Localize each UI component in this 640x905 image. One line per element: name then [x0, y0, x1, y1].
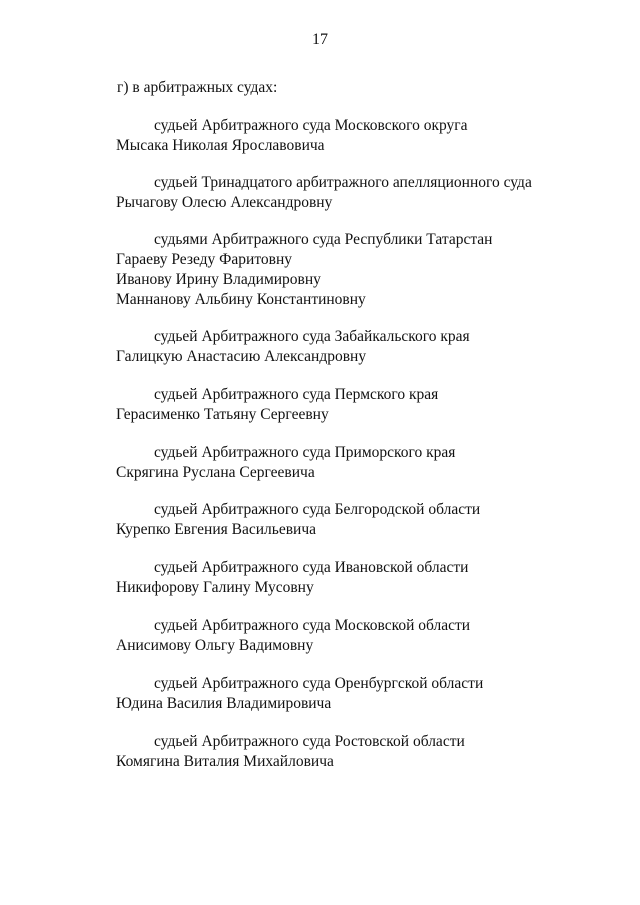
- judge-name: Никифорову Галину Мусовну: [116, 579, 314, 596]
- judge-name: Скрягина Руслана Сергеевича: [116, 464, 315, 481]
- appointment-entry: [116, 116, 616, 156]
- appointment-entry: [116, 500, 616, 540]
- appointment-entry: [116, 674, 616, 714]
- court-title: судьей Арбитражного суда Оренбургской области: [154, 675, 484, 692]
- court-title: судьями Арбитражного суда Республики Татарстан: [154, 231, 493, 248]
- appointment-entry: [116, 558, 616, 598]
- court-title: судьей Тринадцатого арбитражного апелляционного суда: [154, 174, 532, 191]
- judge-name: Анисимову Ольгу Вадимовну: [116, 637, 314, 654]
- judge-name: Герасименко Татьяну Сергеевну: [116, 406, 329, 423]
- court-title: судьей Арбитражного суда Ивановской области: [154, 559, 469, 576]
- court-title: судьей Арбитражного суда Ростовской области: [154, 733, 465, 750]
- judge-name: Рычагову Олесю Александровну: [116, 194, 333, 211]
- appointment-entry: [116, 327, 616, 367]
- page-number: 17: [312, 31, 328, 48]
- judge-name: Курепко Евгения Васильевича: [116, 521, 316, 538]
- court-title: судьей Арбитражного суда Приморского края: [154, 444, 456, 461]
- court-title: судьей Арбитражного суда Московского округа: [154, 117, 468, 134]
- court-title: судьей Арбитражного суда Московской области: [154, 617, 471, 634]
- judge-name: Маннанову Альбину Константиновну: [116, 291, 366, 308]
- appointment-entry: [116, 443, 616, 483]
- appointment-entry: [116, 616, 616, 656]
- judge-name: Комягина Виталия Михайловича: [116, 753, 334, 770]
- court-title: судьей Арбитражного суда Забайкальского края: [154, 328, 470, 345]
- judge-name: Юдина Василия Владимировича: [116, 695, 332, 712]
- judge-name: Гараеву Резеду Фаритовну: [116, 251, 293, 268]
- appointment-entry: [116, 732, 616, 772]
- judge-name: Мысака Николая Ярославовича: [116, 137, 325, 154]
- court-title: судьей Арбитражного суда Белгородской области: [154, 501, 481, 518]
- appointment-entry: [116, 173, 616, 213]
- court-title: судьей Арбитражного суда Пермского края: [154, 386, 439, 403]
- judge-name: Галицкую Анастасию Александровну: [116, 348, 367, 365]
- appointment-entry: [116, 385, 616, 425]
- section-heading: г) в арбитражных судах:: [117, 79, 278, 96]
- judge-name: Иванову Ирину Владимировну: [116, 271, 321, 288]
- appointment-entry: [116, 230, 616, 310]
